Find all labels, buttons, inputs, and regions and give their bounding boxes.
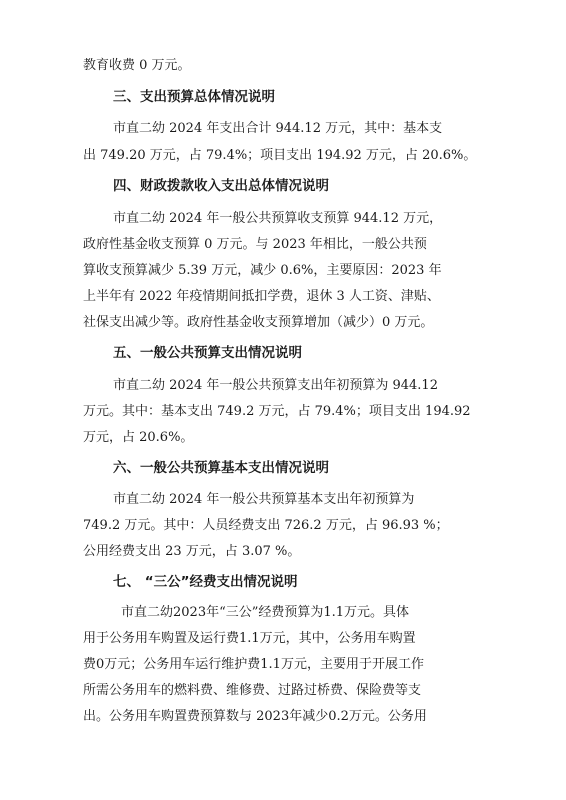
paragraph-line: 市直二幼 2024 年一般公共预算支出年初预算为 944.12: [113, 378, 438, 393]
paragraph-line: 教育收费 0 万元。: [83, 58, 191, 73]
paragraph-line: 费0万元；公务用车运行维护费1.1万元，主要用于开展工作: [83, 657, 424, 672]
paragraph-line: 算收支预算减少 5.39 万元，减少 0.6%，主要原因：2023 年: [83, 263, 442, 278]
paragraph-line: 市直二幼 2024 年支出合计 944.12 万元，其中：基本支: [113, 121, 443, 136]
paragraph-line: 所需公务用车的燃料费、维修费、过路过桥费、保险费等支: [83, 683, 422, 698]
paragraph-line: 万元，占 20.6%。: [83, 430, 194, 445]
paragraph-line: 上半年有 2022 年疫情期间抵扣学费，退休 3 人工资、津贴、: [83, 289, 440, 304]
section-heading-7: 七、 “三公”经费支出情况说明: [113, 574, 298, 590]
paragraph-line: 市直二幼 2024 年一般公共预算收支预算 944.12 万元，: [113, 211, 443, 226]
paragraph-line: 市直二幼 2024 年一般公共预算基本支出年初预算为: [113, 492, 415, 507]
paragraph-line: 公用经费支出 23 万元，占 3.07 %。: [83, 544, 301, 559]
section-heading-5: 五、一般公共预算支出情况说明: [113, 345, 302, 361]
paragraph-line: 749.2 万元。其中：人员经费支出 726.2 万元，占 96.93 %；: [83, 518, 449, 533]
paragraph-line: 万元。其中：基本支出 749.2 万元，占 79.4%；项目支出 194.92: [83, 404, 471, 419]
section-heading-4: 四、财政拨款收入支出总体情况说明: [113, 178, 329, 194]
paragraph-line: 市直二幼2023年“三公”经费预算为1.1万元。具体: [121, 605, 410, 620]
paragraph-line: 用于公务用车购置及运行费1.1万元，其中，公务用车购置: [83, 631, 416, 646]
paragraph-line: 出 749.20 万元，占 79.4%；项目支出 194.92 万元，占 20.6%。: [83, 148, 477, 163]
section-heading-3: 三、支出预算总体情况说明: [113, 89, 275, 105]
section-heading-6: 六、一般公共预算基本支出情况说明: [113, 460, 329, 476]
paragraph-line: 社保支出减少等。政府性基金收支预算增加（减少）0 万元。: [83, 315, 434, 330]
paragraph-line: 出。公务用车购置费预算数与 2023年减少0.2万元。公务用: [83, 709, 427, 724]
paragraph-line: 政府性基金收支预算 0 万元。与 2023 年相比，一般公共预: [83, 237, 427, 252]
